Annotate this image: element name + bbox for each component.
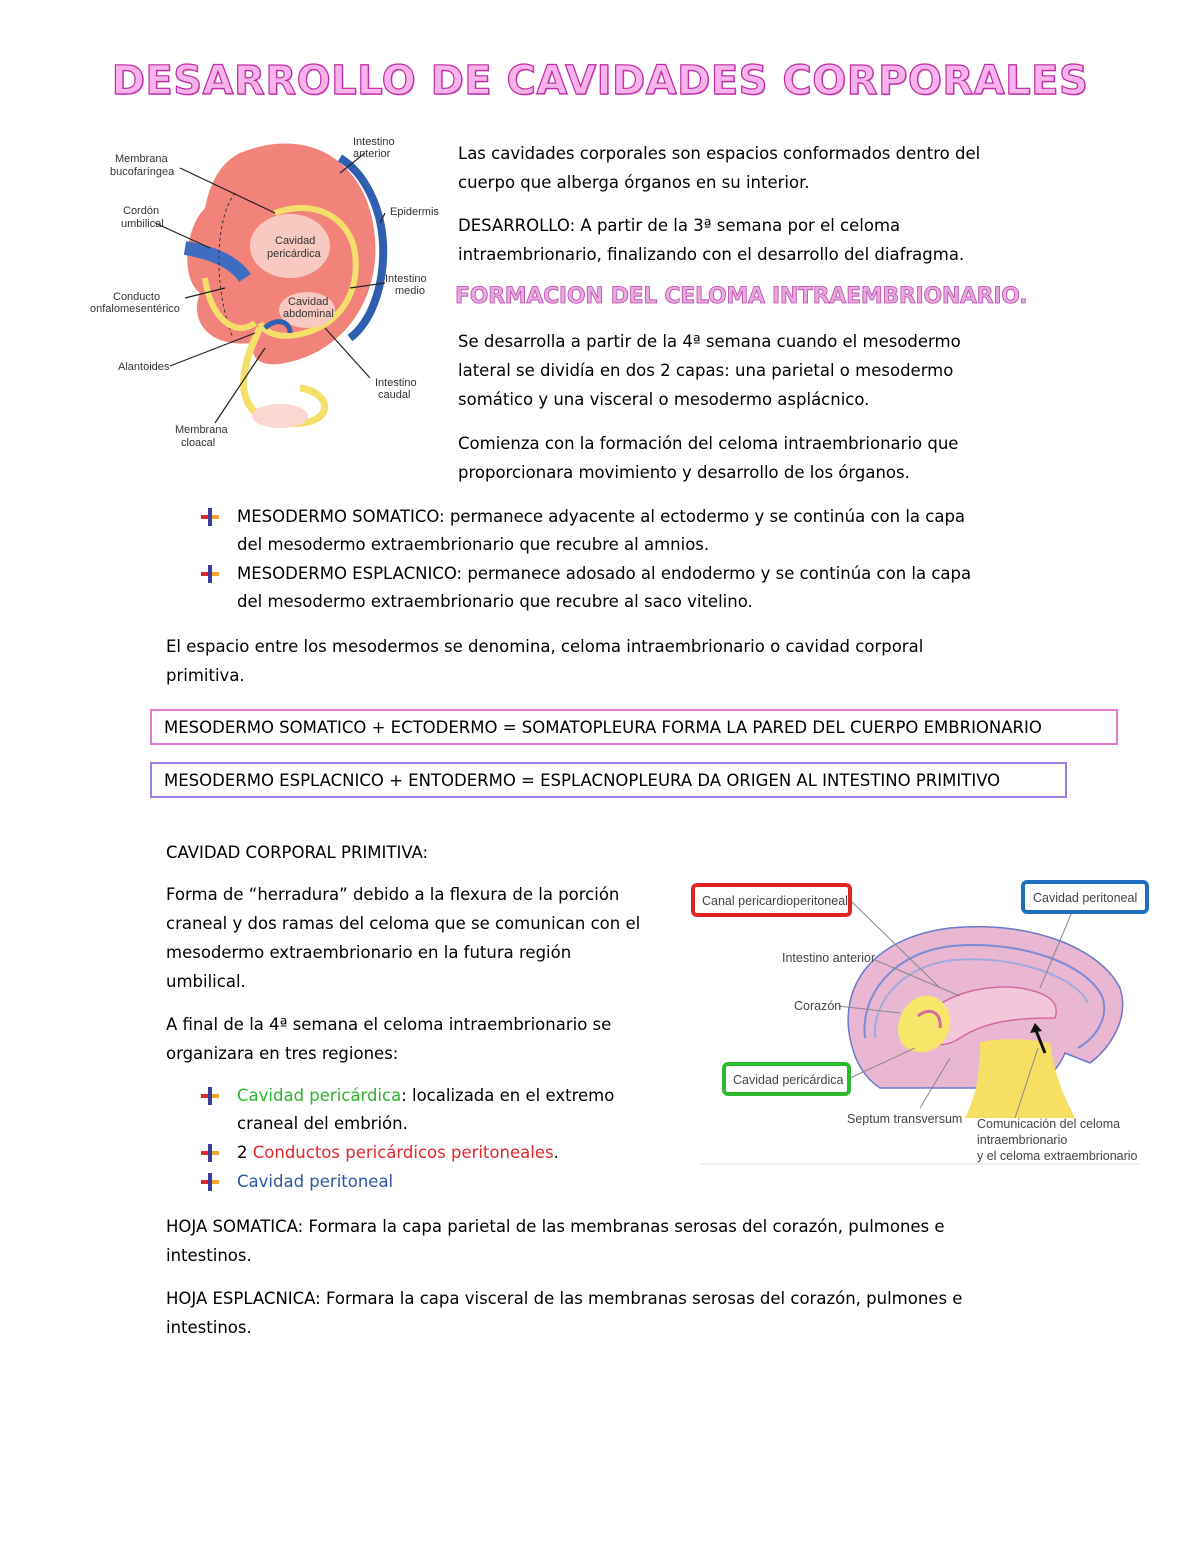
formacion-line: Se desarrolla a partir de la 4ª semana cuando el mesodermo	[458, 332, 961, 351]
final-paragraph	[166, 1010, 611, 1068]
region-conductos: Conductos pericárdicos peritoneales	[252, 1143, 554, 1162]
label-conducto-2: onfalomesentérico	[90, 303, 180, 315]
plus-bullet-icon	[200, 1172, 220, 1192]
label-intestino-medio-2: medio	[395, 285, 425, 297]
intro-paragraph	[458, 139, 980, 197]
espacio-paragraph	[166, 632, 923, 690]
label-intestino-anterior-2: anterior	[353, 148, 391, 160]
plus-bullet-icon	[200, 507, 220, 527]
label-comunicacion: Comunicación del celoma	[977, 1117, 1121, 1131]
label-intestino-anterior: Intestino anterior	[782, 951, 876, 965]
hoja-esplacnica-paragraph	[166, 1284, 962, 1342]
label-membrana-cloacal-2: cloacal	[181, 437, 216, 449]
label-intestino-medio: Intestino	[385, 273, 427, 285]
comienza-line: Comienza con la formación del celoma intraembrionario que	[458, 434, 959, 453]
cavidad-heading: CAVIDAD CORPORAL PRIMITIVA:	[166, 843, 429, 862]
label-cavidad-pericardica: Cavidad pericárdica	[733, 1073, 844, 1087]
region-item-text	[237, 1139, 559, 1167]
comienza-line: proporcionara movimiento y desarrollo de los órganos.	[458, 463, 910, 482]
hoja-line: intestinos.	[166, 1246, 252, 1265]
list-item-text: del mesodermo extraembrionario que recubre al saco vitelino.	[237, 592, 753, 611]
label-comunicacion-2: intraembrionario	[977, 1133, 1068, 1147]
list-item-text: MESODERMO ESPLACNICO: permanece adosado al endodermo y se continúa con la capa	[237, 564, 972, 583]
hoja-line: intestinos.	[166, 1318, 252, 1337]
label-cordon-umbilical-2: umbilical	[121, 218, 164, 230]
cavidad-line: craneal y dos ramas del celoma que se comunican con el	[166, 914, 641, 933]
formula-box-somatopleura: MESODERMO SOMATICO + ECTODERMO = SOMATOPLEURA FORMA LA PARED DEL CUERPO EMBRIONARIO	[150, 709, 1118, 745]
label-septum: Septum transversum	[847, 1112, 963, 1126]
plus-bullet-icon	[200, 564, 220, 584]
label-canal-pericardioperitoneal: Canal pericardioperitoneal	[702, 894, 848, 908]
plus-bullet-icon	[200, 1086, 220, 1106]
region-pericardica-desc: : localizada en el extremo	[401, 1086, 615, 1105]
label-membrana-bucofaringea-2: bucofaríngea	[110, 166, 175, 178]
page-title: DESARROLLO DE CAVIDADES CORPORALES	[111, 58, 1089, 104]
intro-line: Las cavidades corporales son espacios conformados dentro del	[458, 144, 981, 163]
label-cavidad-abdominal: Cavidad	[288, 296, 329, 308]
embryo-diagram	[85, 128, 445, 458]
espacio-line: primitiva.	[166, 666, 245, 685]
label-comunicacion-3: y el celoma extraembrionario	[977, 1149, 1138, 1163]
hoja-somatica-paragraph	[166, 1212, 945, 1270]
cavidad-line: mesodermo extraembrionario en la futura región	[166, 943, 572, 962]
desarrollo-line: intraembrionario, finalizando con el desarrollo del diafragma.	[458, 245, 965, 264]
region-peritoneal: Cavidad peritoneal	[237, 1172, 394, 1191]
label-intestino-caudal-2: caudal	[378, 389, 411, 401]
comienza-paragraph	[458, 429, 958, 487]
intro-line: cuerpo que alberga órganos en su interior.	[458, 173, 810, 192]
region-pericardica: Cavidad pericárdica	[237, 1086, 402, 1105]
label-cordon-umbilical: Cordón	[123, 205, 160, 217]
final-line: A final de la 4ª semana el celoma intraembrionario se	[166, 1015, 612, 1034]
desarrollo-paragraph	[458, 211, 964, 269]
cavidad-line: Forma de “herradura” debido a la flexura de la porción	[166, 885, 620, 904]
celoma-diagram	[690, 878, 1152, 1170]
label-cavidad-peritoneal: Cavidad peritoneal	[1033, 891, 1138, 905]
desarrollo-line: DESARROLLO: A partir de la 3ª semana por el celoma	[458, 216, 901, 235]
list-item-text: MESODERMO SOMATICO: permanece adyacente al ectodermo y se continúa con la capa	[237, 507, 966, 526]
region-suffix: .	[553, 1143, 559, 1162]
region-item-text	[237, 1082, 614, 1110]
label-cavidad-pericardica: Cavidad	[275, 235, 316, 247]
label-epidermis: Epidermis	[390, 206, 439, 218]
label-cavidad-abdominal-2: abdominal	[283, 308, 334, 320]
formula-box-esplacnopleura: MESODERMO ESPLACNICO + ENTODERMO = ESPLACNOPLEURA DA ORIGEN AL INTESTINO PRIMITIVO	[150, 762, 1067, 798]
formacion-paragraph	[458, 327, 961, 414]
label-membrana-cloacal: Membrana	[175, 424, 228, 436]
hoja-line: HOJA ESPLACNICA: Formara la capa visceral de las membranas serosas del corazón, pulmones e	[166, 1289, 963, 1308]
label-alantoides: Alantoides	[118, 361, 170, 373]
plus-bullet-icon	[200, 1143, 220, 1163]
formacion-line: somático y una visceral o mesodermo asplácnico.	[458, 390, 870, 409]
list-item-text: del mesodermo extraembrionario que recubre al amnios.	[237, 535, 710, 554]
label-corazon: Corazón	[794, 999, 842, 1013]
espacio-line: El espacio entre los mesodermos se denomina, celoma intraembrionario o cavidad corporal	[166, 637, 924, 656]
region-count: 2	[237, 1143, 253, 1162]
label-intestino-caudal: Intestino	[375, 377, 417, 389]
final-line: organizara en tres regiones:	[166, 1044, 399, 1063]
label-membrana-bucofaringea: Membrana	[115, 153, 168, 165]
list-item-text: craneal del embrión.	[237, 1114, 408, 1133]
section-subtitle: FORMACION DEL CELOMA INTRAEMBRIONARIO.	[455, 284, 1028, 309]
cavidad-line: umbilical.	[166, 972, 246, 991]
formacion-line: lateral se dividía en dos 2 capas: una parietal o mesodermo	[458, 361, 954, 380]
hoja-line: HOJA SOMATICA: Formara la capa parietal de las membranas serosas del corazón, pulmones e	[166, 1217, 945, 1236]
label-conducto: Conducto	[113, 291, 161, 303]
label-intestino-anterior: Intestino	[353, 136, 395, 148]
label-cavidad-pericardica-2: pericárdica	[267, 248, 321, 260]
cavidad-paragraph	[166, 880, 640, 996]
